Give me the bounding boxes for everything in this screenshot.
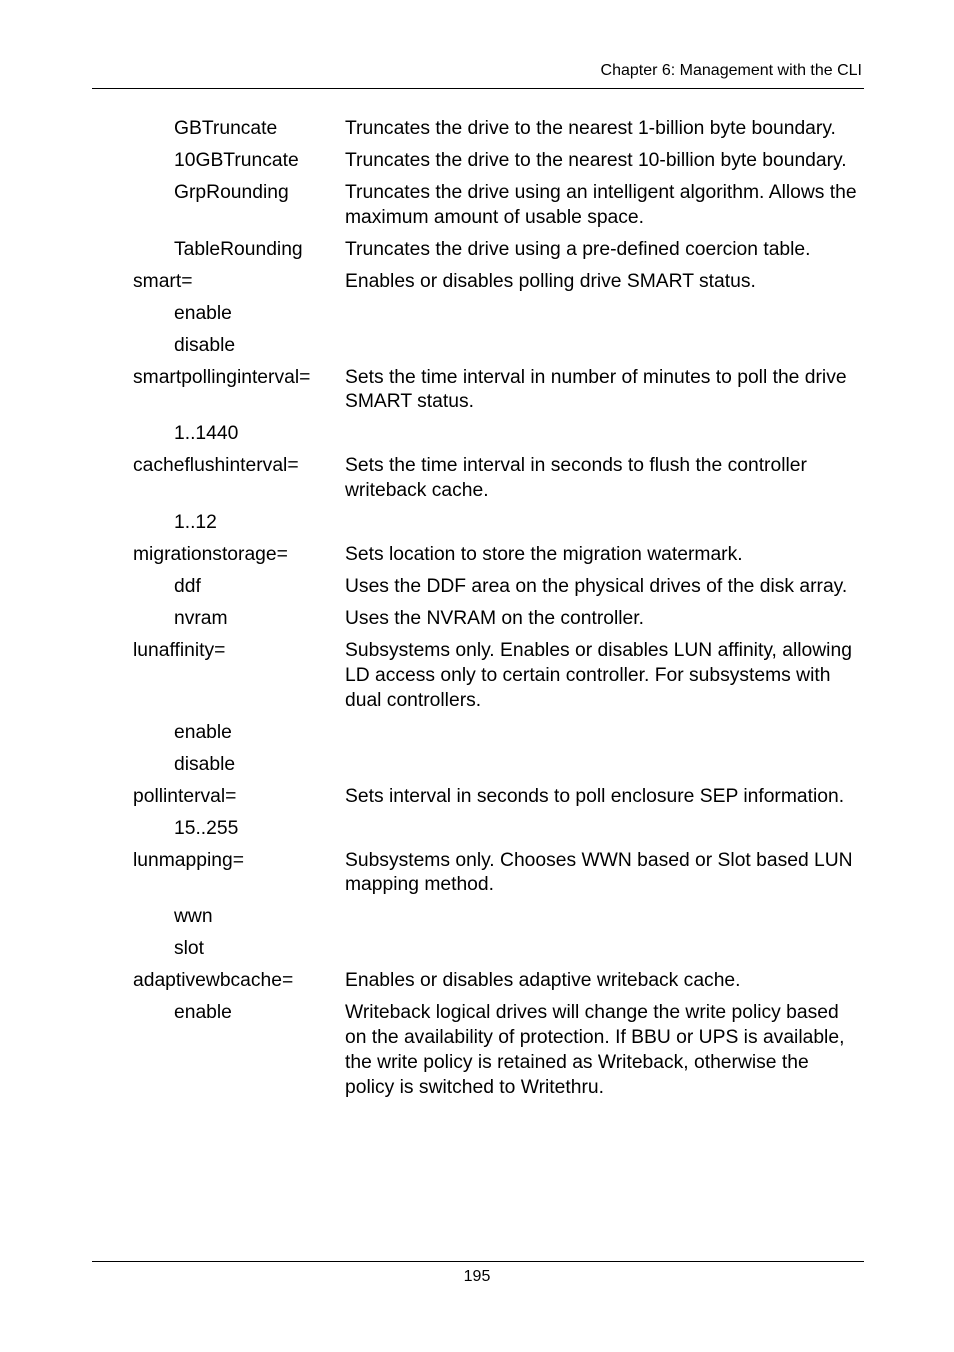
option-description: Uses the DDF area on the physical drives of the disk array. — [345, 576, 848, 598]
footer-divider — [92, 1261, 864, 1262]
option-term: disable — [174, 334, 236, 356]
option-list — [133, 117, 863, 1108]
option-row — [133, 302, 863, 327]
option-row — [133, 937, 863, 962]
option-term: enable — [174, 302, 232, 324]
option-row — [133, 334, 863, 359]
parameter-term: smart= — [133, 270, 193, 292]
parameter-description: Sets the time interval in seconds to flush the controller writeback cache. — [345, 455, 807, 502]
option-description — [345, 753, 863, 778]
parameter-description: Sets location to store the migration watermark. — [345, 544, 743, 566]
option-term: slot — [174, 938, 205, 960]
option-term: nvram — [174, 608, 228, 630]
option-term: 15..255 — [174, 817, 239, 839]
option-term: enable — [174, 721, 232, 743]
option-term: 1..12 — [174, 512, 217, 534]
parameter-row — [133, 270, 863, 295]
option-description — [345, 422, 863, 447]
option-description — [345, 511, 863, 536]
option-row — [133, 1001, 863, 1100]
option-row — [133, 817, 863, 842]
header-divider — [92, 88, 864, 89]
option-description — [345, 302, 863, 327]
parameter-term: lunmapping= — [133, 849, 244, 871]
parameter-row — [133, 543, 863, 568]
option-row — [133, 117, 863, 142]
option-row — [133, 511, 863, 536]
option-description — [345, 817, 863, 842]
option-row — [133, 905, 863, 930]
running-header: Chapter 6: Management with the CLI — [600, 62, 862, 79]
option-description: Truncates the drive using an intelligent algorithm. Allows the maximum amount of usable space. — [345, 181, 857, 228]
option-description — [345, 937, 863, 962]
option-term: TableRounding — [174, 238, 303, 260]
option-description: Uses the NVRAM on the controller. — [345, 608, 644, 630]
option-description: Truncates the drive using a pre-defined coercion table. — [345, 238, 811, 260]
option-term: disable — [174, 753, 236, 775]
option-term: enable — [174, 1002, 232, 1024]
option-term: GrpRounding — [174, 181, 289, 203]
parameter-term: smartpollinginterval= — [133, 366, 311, 388]
option-row — [133, 607, 863, 632]
option-row — [133, 721, 863, 746]
option-description: Truncates the drive to the nearest 1-billion byte boundary. — [345, 118, 836, 139]
option-description: Writeback logical drives will change the write policy based on the availability of protection. If BBU or UPS is available, the write policy is retained as Writeback, otherwise the policy is switched to Writethru. — [345, 1002, 845, 1098]
parameter-term: adaptivewbcache= — [133, 970, 294, 992]
option-description — [345, 905, 863, 930]
page-number: 195 — [463, 1268, 491, 1285]
option-row — [133, 422, 863, 447]
option-description: Truncates the drive to the nearest 10-billion byte boundary. — [345, 149, 847, 171]
option-row — [133, 181, 863, 231]
parameter-term: cacheflushinterval= — [133, 455, 299, 477]
parameter-row — [133, 454, 863, 504]
option-term: wwn — [174, 906, 213, 928]
parameter-term: lunaffinity= — [133, 640, 226, 662]
parameter-row — [133, 849, 863, 899]
option-description — [345, 721, 863, 746]
option-term: 1..1440 — [174, 423, 239, 445]
option-row — [133, 149, 863, 174]
option-row — [133, 238, 863, 263]
option-term: 10GBTruncate — [174, 149, 299, 171]
option-term: GBTruncate — [174, 118, 278, 139]
parameter-row — [133, 639, 863, 713]
parameter-row — [133, 969, 863, 994]
option-row — [133, 575, 863, 600]
option-row — [133, 753, 863, 778]
parameter-description: Sets interval in seconds to poll enclosure SEP information. — [345, 785, 845, 807]
parameter-description: Enables or disables polling drive SMART status. — [345, 270, 756, 292]
parameter-description: Sets the time interval in number of minutes to poll the drive SMART status. — [345, 366, 847, 413]
parameter-row — [133, 366, 863, 416]
option-description — [345, 334, 863, 359]
parameter-row — [133, 785, 863, 810]
parameter-description: Subsystems only. Chooses WWN based or Slot based LUN mapping method. — [345, 849, 853, 896]
parameter-description: Enables or disables adaptive writeback cache. — [345, 970, 741, 992]
parameter-term: pollinterval= — [133, 785, 237, 807]
parameter-description: Subsystems only. Enables or disables LUN affinity, allowing LD access only to certain controller. For subsystems with dual controllers. — [345, 640, 852, 711]
option-term: ddf — [174, 576, 201, 598]
parameter-term: migrationstorage= — [133, 544, 288, 566]
